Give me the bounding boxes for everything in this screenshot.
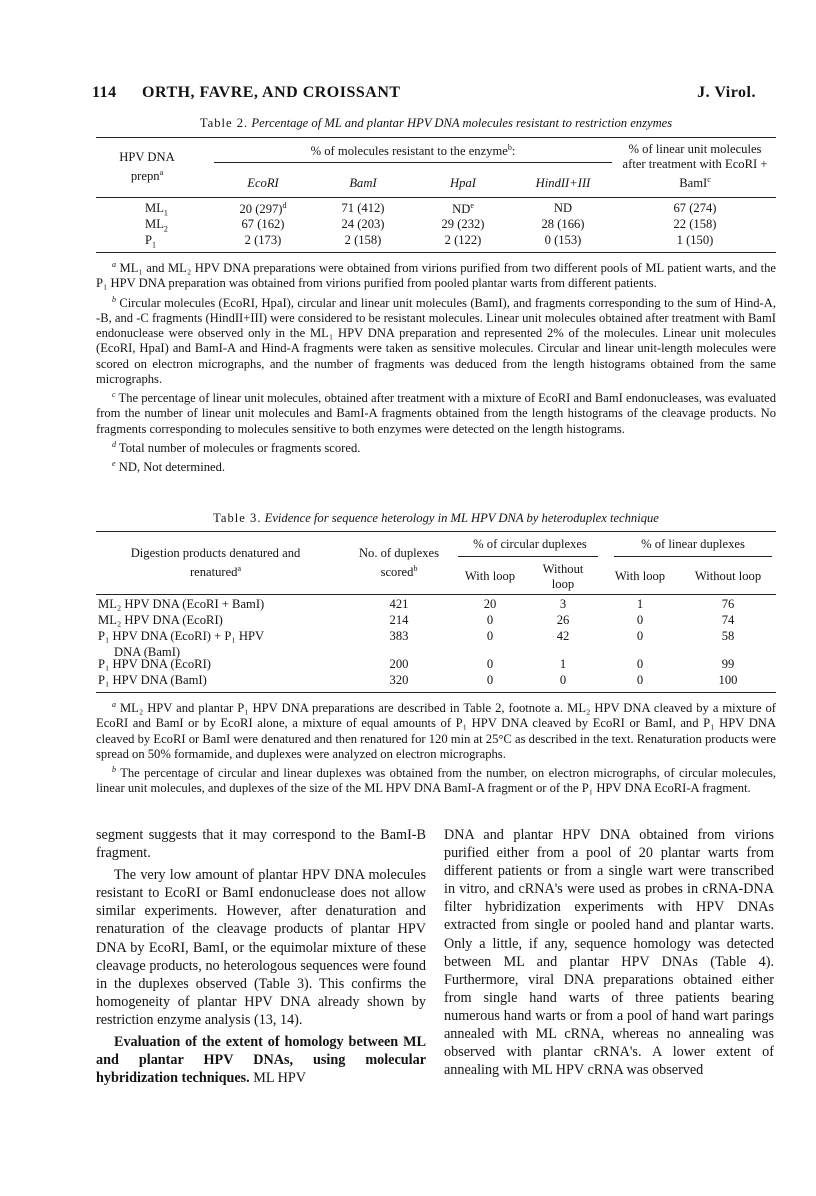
table3-footnote-b: $^b$ The percentage of circular and linear duplexes was obtained from the number, on electron micrographs, of circular molecules, linear unit molecules, and duplexes of the size of the ML HPV DNA BamI-A fragment or of the P₁ HPV DNA EcoRI-A fragment.	[96, 765, 777, 796]
table-row: P₁ HPV DNA (EcoRI) + P₁ HPV DNA (BamI) 383 0 42 0 58	[98, 629, 735, 659]
table3-col-duplexes: No. of duplexes scored$^b$	[358, 546, 440, 580]
table3-circular-rule	[458, 556, 598, 557]
table3-label: Table 3.	[213, 511, 262, 525]
table-row: P₁ HPV DNA (BamI) 320 0 0 0 100	[98, 673, 738, 687]
table3-linear-rule	[614, 556, 772, 557]
table-row: $P_1$ 2 (173) 2 (158) 2 (122) 0 (153) 1 (150)	[145, 233, 714, 250]
body-paragraph: DNA and plantar HPV DNA obtained from virions purified either from a pool of 20 plantar warts from different patients or from a single wart were transcribed in vitro, and cRNA's were used as probes in cRNA-DNA filter hybridization experiments with HPV DNAs extracted from single or pooled hand and plantar warts. Only a little, if any, sequence homology was detected between ML and plantar HPV DNAs (Table 4). Furthermore, viral DNA preparations obtained either from single hand warts of three patients bearing numerous hand warts or from a pool of hand wart parings annealed with ML cRNA, whereas no annealing was observed with plantar cRNA's. A lower extent of annealing with ML HPV cRNA was observed	[444, 827, 774, 1079]
table2-top-rule	[96, 137, 776, 138]
table3-col-c-with: With loop	[464, 569, 516, 583]
table2-col-hind: HindII+III	[535, 176, 591, 190]
table2-col-hpai: HpaI	[450, 176, 476, 190]
table3-col-c-without: Without loop	[542, 562, 584, 591]
table-row: ML₂ HPV DNA (EcoRI) 214 0 26 0 74	[98, 613, 735, 627]
table3-col-l-with: With loop	[614, 569, 666, 583]
table-row: P₁ HPV DNA (EcoRI) 200 0 1 0 99	[98, 657, 735, 671]
table3-top-rule	[96, 531, 776, 532]
body-paragraph: Evaluation of the extent of homology between ML and plantar HPV DNAs, using molecular hybridization techniques. ML HPV	[96, 1034, 426, 1087]
table2-footnote-d: $^d$ Total number of molecules or fragments scored.	[112, 439, 361, 455]
table3-footnotes	[96, 697, 776, 797]
table3-group-linear: % of linear duplexes	[641, 537, 745, 551]
body-right-column	[444, 826, 774, 1079]
table2-header-rule	[96, 197, 776, 198]
table3-footnote-a: $^a$ ML₂ HPV and plantar P₁ HPV DNA preparations are described in Table 2, footnote a. ML₂ HPV DNA cleaved by a mixture of EcoRI and BamI or by EcoRI alone, a mixture of equal amounts of P₁ HPV DNA cleaved by EcoRI or BamI, and P₁ HPV DNA cleaved by EcoRI or BamI were denatured and then renatured for 120 min at 25°C as described in the text. Renaturation products were spread on 50% formamide, and duplexes were analyzed on electron micrographs.	[96, 700, 776, 761]
body-paragraph: segment suggests that it may correspond to the BamI-B fragment.	[96, 827, 426, 862]
table3-col-l-without: Without loop	[694, 569, 762, 583]
table2-col-last: % of linear unit molecules after treatment with EcoRI + BamI$^c$	[622, 142, 768, 191]
running-header	[92, 84, 756, 108]
table-row: ML₂ HPV DNA (EcoRI + BamI) 421 20 3 1 76	[98, 597, 735, 611]
table2-footnote-a: $^a$ ML₁ and ML₂ HPV DNA preparations were obtained from virions purified from two different pools of ML patient warts, and the P₁ HPV DNA preparation was obtained from virions purified from pooled plantar warts from different patients.	[96, 260, 776, 291]
table2-caption	[96, 116, 776, 131]
table2-group-header: % of molecules resistant to the enzyme$^b$:	[310, 143, 516, 159]
table2-footnote-c: $^c$ The percentage of linear unit molecules, obtained after treatment with a mixture of EcoRI and BamI endonucleases, was evaluated from the number of linear unit molecules and BamI-A fragments obtained from the length histograms of the cleavage products. No fragments corresponding to molecules sensitive to both enzymes were detected on the length histograms.	[96, 390, 777, 436]
table3-caption	[96, 511, 776, 526]
table2-group-rule	[214, 162, 612, 163]
running-authors: ORTH, FAVRE, AND CROISSANT	[142, 84, 401, 101]
page-number: 114	[92, 84, 117, 101]
table3-bottom-rule	[96, 692, 776, 693]
table2-col-bami: BamI	[349, 176, 377, 190]
table3-title: Evidence for sequence heterology in ML HPV DNA by heteroduplex technique	[264, 511, 659, 525]
table2-bottom-rule	[96, 252, 776, 253]
body-left-column	[96, 826, 426, 1087]
table2-footnote-e: $^e$ ND, Not determined.	[112, 459, 226, 475]
journal-name: J. Virol.	[697, 84, 756, 101]
table3-group-circular: % of circular duplexes	[473, 537, 587, 551]
body-paragraph: The very low amount of plantar HPV DNA molecules resistant to EcoRI or BamI endonuclease does not allow similar experiments. However, after denaturation and renaturation of the cleavage products of plantar HPV DNA by EcoRI, BamI, or the equimolar mixture of these cleavage products, no heterologous sequences were found in the duplexes observed (Table 3). This confirms the homogeneity of plantar HPV DNA already shown by restriction enzyme analysis (13, 14).	[96, 867, 426, 1028]
table-row: $ML_1$ 20 $(297)^d$ 71 (412) $ND^e$ ND 67 (274)	[145, 201, 717, 218]
section-heading: Evaluation of the extent of homology between ML and plantar HPV DNAs, using molecular hybridization techniques.	[96, 1034, 426, 1087]
table-row: $ML_2$ 67 (162) 24 (203) 29 (232) 28 (166) 22 (158)	[145, 217, 717, 234]
table2-col-prep: HPV DNA prepn$^a$	[119, 150, 175, 184]
table3-header-rule	[96, 594, 776, 595]
table2-footnote-b: $^b$ Circular molecules (EcoRI, HpaI), circular and linear unit molecules (BamI), and fragments corresponding to the sum of Hind-A, -B, and -C fragments (HindII+III) were considered to be resistant molecules. Linear unit molecules obtained after treatment with BamI endonuclease were observed only in the ML₁ HPV DNA preparation and represented 2% of the molecules. Linear unit molecules (EcoRI, HpaI) and BamI-A and Hind-A fragments were taken as sensitive molecules. Circular and linear unit-length molecules were scored on electron micrographs, and the number of fragments was deduced from the length histograms obtained from the same micrographs.	[96, 294, 776, 386]
table2-label: Table 2.	[199, 116, 249, 130]
table2-footnotes	[96, 257, 776, 476]
table3-col-products: Digestion products denatured and renatured$^a$	[130, 546, 301, 580]
table2-title: Percentage of ML and plantar HPV DNA molecules resistant to restriction enzymes	[251, 116, 673, 130]
table2-col-ecori: EcoRI	[247, 176, 279, 190]
